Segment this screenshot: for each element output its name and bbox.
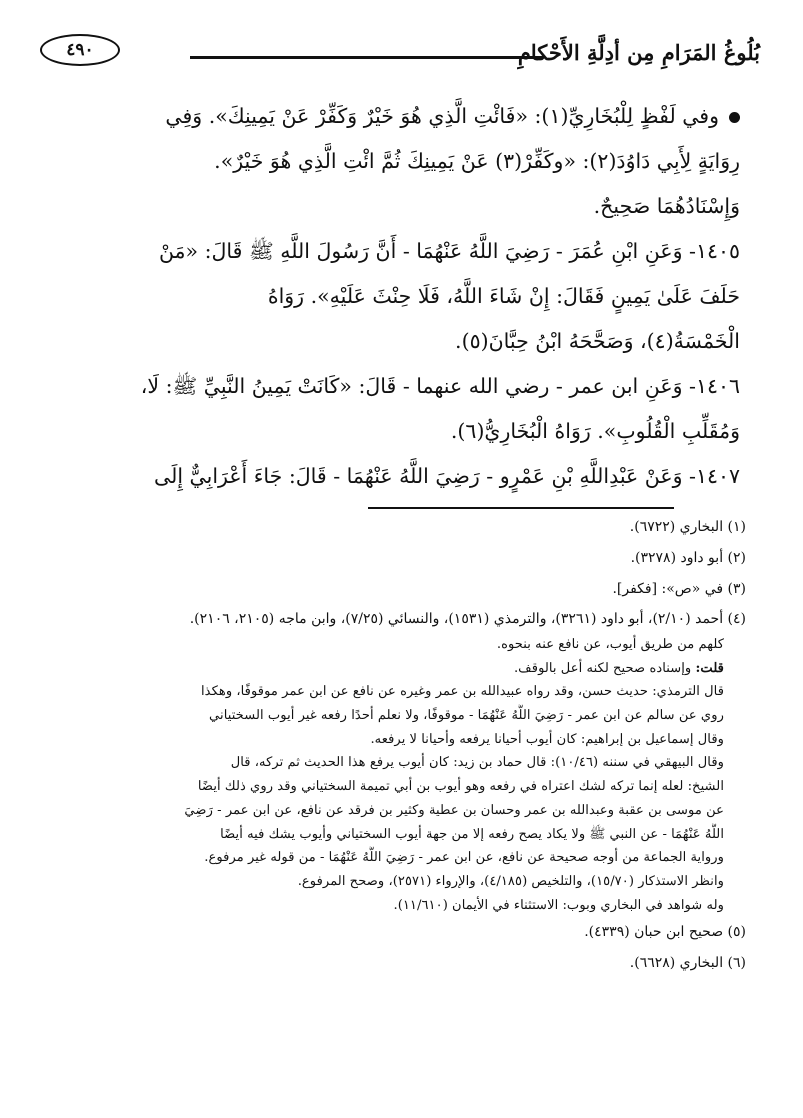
commentary-line: وقال إسماعيل بن إبراهيم: كان أيوب أحيانا يرفعه وأحيانا لا يرفعه. [370,731,724,747]
commentary-line: كلهم من طريق أيوب، عن نافع عنه بنحوه. [496,637,724,652]
footnote-6: (٦) البخاري (٦٦٢٨). [629,955,746,972]
main-text [60,94,740,499]
commentary-line: ورواية الجماعة من أوجه صحيحة عن نافع، عن ابن عمر - رَضِيَ اللَّهُ عَنْهُمَا - من قوله غير مرفوع. [204,850,724,866]
qultu-label: قلت: [695,660,724,676]
book-title: بُلُوغُ المَرَامِ مِن أدِلَّةِ الأَحْكامِ [517,40,760,65]
commentary-line: عن موسى بن عقبة وعبدالله بن عمر وحسان بن عطية وكثير بن فرقد عن نافع، عن ابن عمر - رَضِيَ [184,802,724,818]
main-line: الْخَمْسَةُ(٤)، وَصَحَّحَهُ ابْنُ حِبَّانَ(٥). [455,329,740,353]
commentary-line: وله شواهد في البخاري وبوب: الاستثناء في الأيمان (١١/٦١٠). [393,897,724,913]
commentary-line: قال الترمذي: حديث حسن، وقد رواه عبيدالله بن عمر وغيره عن نافع عن ابن عمر موقوفًا، وهكذا [201,684,724,700]
page-number: ٤٩٠ [40,34,120,66]
page-header [40,28,760,78]
footnote-2: (٢) أبو داود (٣٢٧٨). [630,550,746,566]
commentary-line: وانظر الاستذكار (١٥/٧٠)، والتلخيص (٤/١٨٥)، والإرواء (٢٥٧١)، وصحح المرفوع. [297,873,724,889]
commentary-line: الشيخ: لعله إنما تركه لشك اعتراه في رفعه وهو أيوب بن أبي تميمة السختياني وقد روي ذلك أيضًا [197,779,724,795]
main-line: رِوَايَةٍ لِأَبِي دَاوُدَ(٢): «وكَفِّرْ(٣) عَنْ يَمِينِكَ ثُمَّ ائْتِ الَّذِي هُوَ خَيْرٌ». [214,149,740,173]
hadith-1406: ١٤٠٦- وَعَنِ ابن عمر - رضي الله عنهما - قَالَ: «كَانَتْ يَمِينُ النَّبِيِّ ﷺ: لَا، [140,374,740,398]
main-line-text: وفي لَفْظٍ لِلْبُخَارِيِّ(١): «فَائْتِ الَّذِي هُوَ خَيْرٌ وَكَفِّرْ عَنْ يَمِينِكَ». وَفِي [165,104,719,128]
header-rule [190,56,542,59]
main-line: وَمُقَلِّبِ الْقُلُوبِ». رَوَاهُ الْبُخَارِيُّ(٦). [450,419,740,443]
footnote-1: (١) البخاري (٦٧٢٢). [629,519,746,535]
commentary-line [58,657,724,681]
main-line: وَإِسْنَادُهُمَا صَحِيحٌ. [593,194,740,218]
commentary-line: روي عن سالم عن ابن عمر - رَضِيَ اللَّهُ عَنْهُمَا - موقوفًا، ولا نعلم أحدًا رفعه غير أيوب السختياني [209,708,724,724]
hadith-1405: ١٤٠٥- وَعَنِ ابْنِ عُمَرَ - رَضِيَ اللَّهُ عَنْهُمَا - أَنَّ رَسُولَ اللَّهِ ﷺ قَالَ: «مَنْ [158,239,740,263]
main-line: حَلَفَ عَلَىٰ يَمِينٍ فَقَالَ: إِنْ شَاءَ اللَّهُ، فَلَا حِنْثَ عَلَيْهِ». رَوَاهُ [267,284,740,308]
footnote-4-commentary [58,633,724,917]
footnote-4: (٤) أحمد (٢/١٠)، أبو داود (٣٢٦١)، والترمذي (١٥٣١)، والنسائي (٧/٢٥)، وابن ماجه (٢١٠٥، ٢١٠٦). [189,611,746,627]
footnote-separator [368,507,674,509]
footnote-5: (٥) صحيح ابن حبان (٤٣٣٩). [584,924,746,941]
main-line [60,94,740,139]
commentary-line: اللَّهُ عَنْهُمَا - عن النبي ﷺ ولا يكاد يصح رفعه إلا من جهة أيوب السختياني وأيوب يشك فيه أيضًا [220,826,724,842]
footnotes [58,512,746,979]
qultu-text: وإسناده صحيح لكنه أعل بالوقف. [513,660,696,676]
footnote-3: (٣) في «ص»: [فكفر]. [612,581,746,597]
bullet-icon [729,112,740,123]
commentary-line: وقال البيهقي في سننه (١٠/٤٦): قال حماد بن زيد: كان أيوب يرفع هذا الحديث ثم تركه، قال [230,755,724,771]
hadith-1407: ١٤٠٧- وَعَنْ عَبْدِاللَّهِ بْنِ عَمْرٍو - رَضِيَ اللَّهُ عَنْهُمَا - قَالَ: جَاءَ أَعْرَابِيٌّ إِلَى [153,464,740,488]
